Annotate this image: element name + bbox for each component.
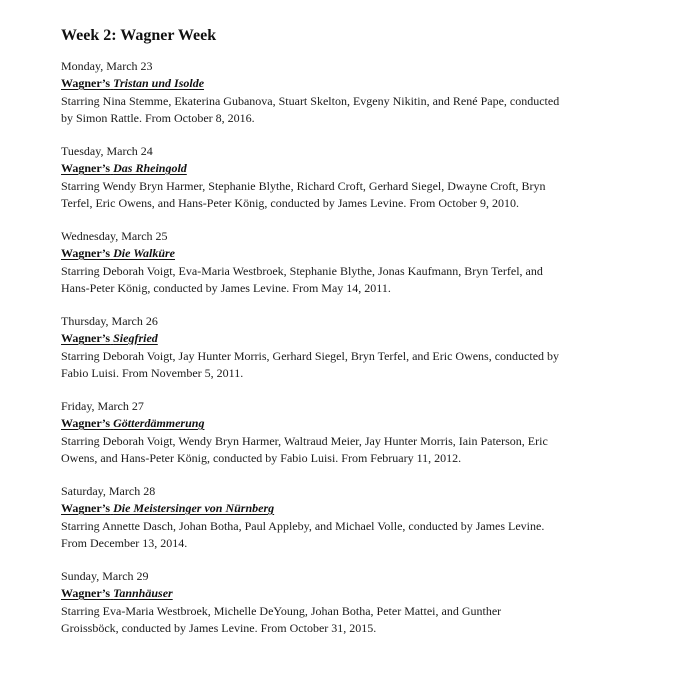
- schedule-entry: [61, 313, 661, 382]
- work-title: Die Walküre: [113, 246, 176, 260]
- opera-link[interactable]: [61, 416, 204, 430]
- schedule-entry: [61, 143, 661, 212]
- schedule-entry: [61, 58, 661, 127]
- cast-description: Starring Deborah Voigt, Wendy Bryn Harmer, Waltraud Meier, Jay Hunter Morris, Iain Paterson, Eric Owens, and Hans-Peter König, conducted by Fabio Luisi. From February 11, 2012.: [61, 434, 548, 465]
- cast-description: Starring Deborah Voigt, Eva-Maria Westbroek, Stephanie Blythe, Jonas Kaufmann, Bryn Terfel, and Hans-Peter König, conducted by James Levine. From May 14, 2011.: [61, 264, 543, 295]
- document-page: [61, 26, 661, 653]
- schedule-entry: [61, 568, 661, 637]
- opera-link[interactable]: [61, 586, 173, 600]
- entry-date: Monday, March 23: [61, 59, 153, 73]
- entry-date: Sunday, March 29: [61, 569, 149, 583]
- work-title: Die Meistersinger von Nürnberg: [113, 501, 275, 515]
- work-title: Siegfried: [113, 331, 158, 345]
- page-title: Week 2: Wagner Week: [61, 27, 217, 44]
- opera-title: [61, 245, 661, 261]
- schedule-entry: [61, 228, 661, 297]
- opera-link[interactable]: [61, 501, 274, 515]
- entry-date: Wednesday, March 25: [61, 229, 168, 243]
- work-title: Götterdämmerung: [113, 416, 205, 430]
- composer-name: Wagner’s: [61, 246, 111, 260]
- opera-link[interactable]: [61, 161, 187, 175]
- entry-date: Friday, March 27: [61, 399, 144, 413]
- composer-name: Wagner’s: [61, 586, 111, 600]
- cast-description: Starring Deborah Voigt, Jay Hunter Morris, Gerhard Siegel, Bryn Terfel, and Eric Owens, conducted by Fabio Luisi. From November 5, 2011.: [61, 349, 560, 380]
- opera-link[interactable]: [61, 331, 158, 345]
- cast-description: Starring Nina Stemme, Ekaterina Gubanova, Stuart Skelton, Evgeny Nikitin, and René Pape, conducted by Simon Rattle. From October 8, 2016.: [61, 94, 560, 125]
- opera-title: [61, 500, 661, 516]
- opera-title: [61, 75, 661, 91]
- opera-title: [61, 160, 661, 176]
- opera-title: [61, 415, 661, 431]
- opera-link[interactable]: [61, 246, 175, 260]
- entry-date: Tuesday, March 24: [61, 144, 153, 158]
- work-title: Tannhäuser: [113, 586, 173, 600]
- opera-title: [61, 330, 661, 346]
- entry-date: Saturday, March 28: [61, 484, 156, 498]
- composer-name: Wagner’s: [61, 76, 111, 90]
- composer-name: Wagner’s: [61, 161, 111, 175]
- work-title: Tristan und Isolde: [113, 76, 205, 90]
- cast-description: Starring Annette Dasch, Johan Botha, Paul Appleby, and Michael Volle, conducted by James Levine. From December 13, 2014.: [61, 519, 545, 550]
- opera-title: [61, 585, 661, 601]
- composer-name: Wagner’s: [61, 331, 111, 345]
- entry-date: Thursday, March 26: [61, 314, 158, 328]
- schedule-entry: [61, 398, 661, 467]
- composer-name: Wagner’s: [61, 416, 111, 430]
- work-title: Das Rheingold: [113, 161, 187, 175]
- cast-description: Starring Eva-Maria Westbroek, Michelle DeYoung, Johan Botha, Peter Mattei, and Gunther Groissböck, conducted by James Levine. From October 31, 2015.: [61, 604, 502, 635]
- composer-name: Wagner’s: [61, 501, 111, 515]
- cast-description: Starring Wendy Bryn Harmer, Stephanie Blythe, Richard Croft, Gerhard Siegel, Dwayne Croft, Bryn Terfel, Eric Owens, and Hans-Peter König, conducted by James Levine. From October 9, 2010.: [61, 179, 546, 210]
- schedule-entry: [61, 483, 661, 552]
- opera-link[interactable]: [61, 76, 204, 90]
